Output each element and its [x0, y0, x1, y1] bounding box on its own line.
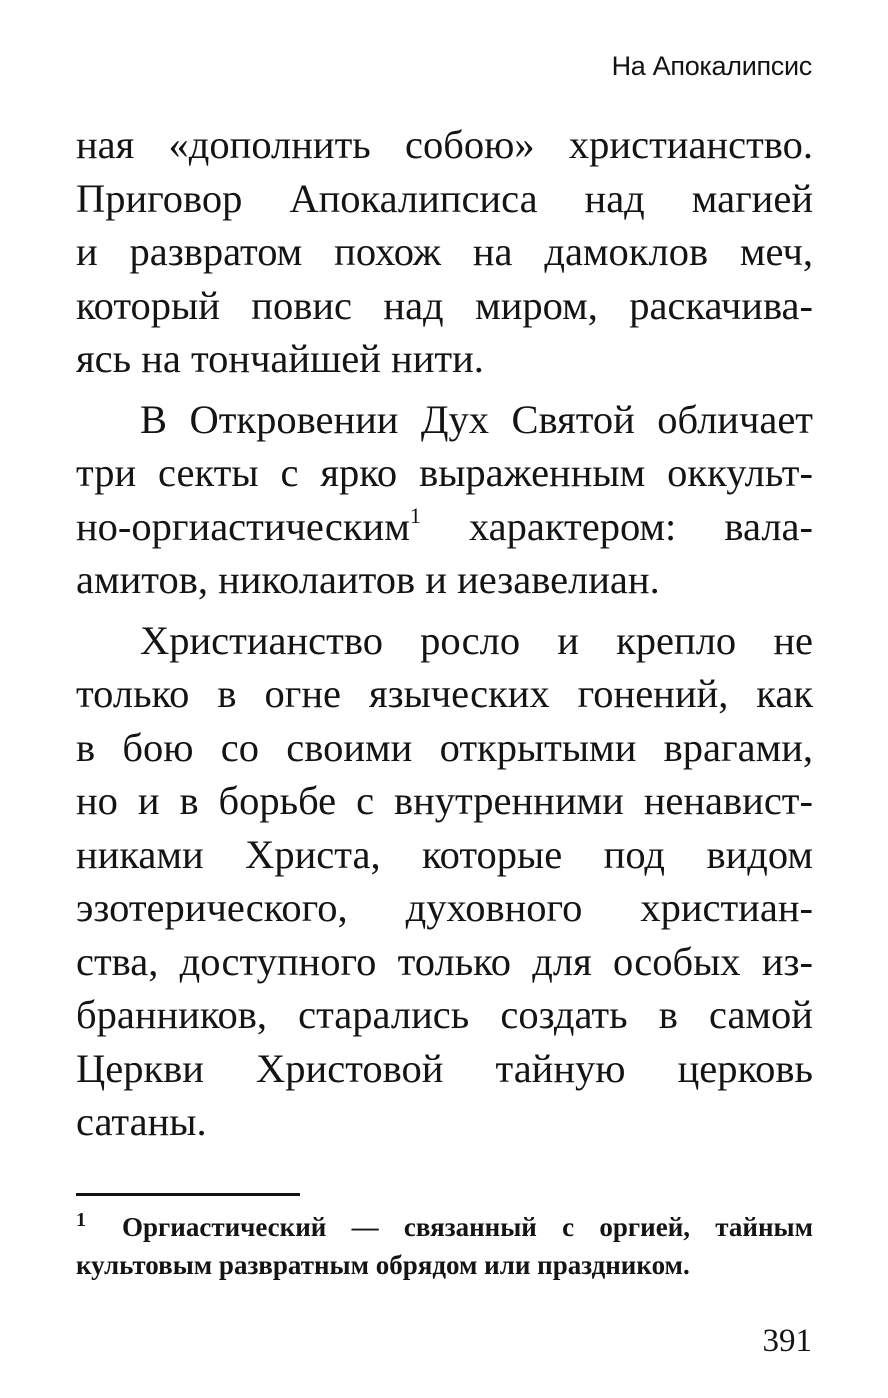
footnote-line: культовым развратным обрядом или праздником.: [76, 1250, 690, 1280]
text-line: В Откровении Дух Святой обличает: [140, 396, 813, 442]
text-line: но и в борьбе с внутренними ненавист-: [76, 778, 813, 823]
footnote-divider: [76, 1193, 300, 1196]
body-text: [76, 118, 813, 1149]
footnote: [76, 1208, 813, 1284]
text-line: ясь на тончайшей нити.: [76, 336, 484, 381]
page-number: 391: [762, 1323, 812, 1359]
text-line: Христианство росло и крепло не: [140, 617, 813, 663]
text-line: бранников, старались создать в самой: [76, 992, 813, 1037]
text-line: который повис над миром, раскачива-: [76, 282, 813, 328]
text-line: три секты с ярко выраженным оккульт-: [76, 450, 813, 495]
text-fragment: но-оргиастическим: [76, 503, 410, 549]
footnote-reference[interactable]: 1: [409, 502, 421, 528]
text-line: эзотерического, духовного христиан-: [76, 885, 813, 930]
text-line: Церкви Христовой тайную церковь: [76, 1045, 813, 1091]
text-line: ства, доступного только для особых из-: [76, 938, 813, 984]
text-line: в бою со своими открытыми врагами,: [76, 724, 813, 770]
text-line: сатаны.: [76, 1099, 207, 1144]
text-line: амитов, николаитов и иезавелиан.: [76, 557, 660, 602]
text-line: только в огне языческих гонений, как: [76, 671, 813, 716]
text-line-with-footnote: [76, 500, 813, 554]
text-line: ная «дополнить собою» христианство.: [76, 122, 813, 167]
paragraph-1: [76, 118, 813, 386]
text-fragment: характером: вала-: [468, 503, 813, 549]
running-head: На Апокалипсис: [611, 51, 812, 81]
text-line: Приговор Апокалипсиса над магией: [76, 175, 813, 221]
paragraph-3: [76, 614, 813, 1149]
text-line: никами Христа, которые под видом: [76, 831, 813, 877]
text-line: и развратом похож на дамоклов меч,: [76, 229, 813, 274]
footnote-text: Оргиастический — связанный с оргией, тайным: [122, 1212, 813, 1242]
paragraph-2: [76, 393, 813, 607]
footnote-line: 1 Оргиастический — связанный с оргией, тайным: [76, 1209, 813, 1242]
